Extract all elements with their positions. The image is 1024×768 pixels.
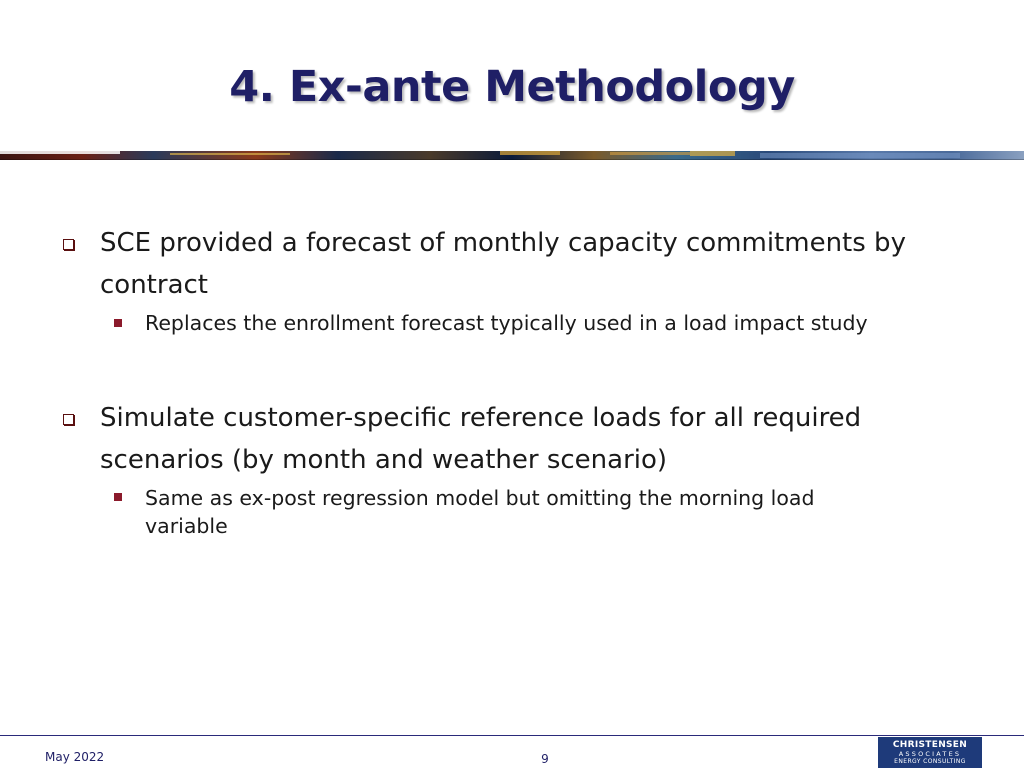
sub-bullet-text-line: Same as ex-post regression model but omitting the morning load — [145, 486, 815, 510]
bullet-text-line: contract — [100, 270, 208, 300]
company-logo — [878, 737, 982, 768]
footer-date: May 2022 — [45, 750, 105, 764]
page-number: 9 — [541, 752, 549, 766]
bullet-text-line: SCE provided a forecast of monthly capacity commitments by — [100, 228, 906, 258]
sub-bullet-item — [145, 484, 965, 540]
sub-bullet-text-line: variable — [145, 514, 228, 538]
bullet-text-line: scenarios (by month and weather scenario) — [100, 445, 668, 475]
footer-divider — [0, 735, 1024, 736]
bullet-item — [100, 397, 970, 481]
slide-title: 4. Ex-ante Methodology — [229, 62, 795, 112]
square-bullet-icon — [114, 493, 122, 501]
bullet-text-line: Simulate customer-specific reference loads for all required — [100, 403, 862, 433]
logo-line: ASSOCIATES — [898, 750, 962, 758]
bullet-item — [100, 222, 970, 306]
logo-line: CHRISTENSEN — [892, 740, 968, 750]
sub-bullet-item — [145, 309, 965, 337]
logo-line: ENERGY CONSULTING — [894, 758, 966, 765]
checkbox-bullet-icon — [63, 414, 74, 425]
square-bullet-icon — [114, 319, 122, 327]
header-banner-image — [0, 148, 1024, 160]
sub-bullet-text-line: Replaces the enrollment forecast typically used in a load impact study — [145, 311, 868, 335]
checkbox-bullet-icon — [63, 239, 74, 250]
